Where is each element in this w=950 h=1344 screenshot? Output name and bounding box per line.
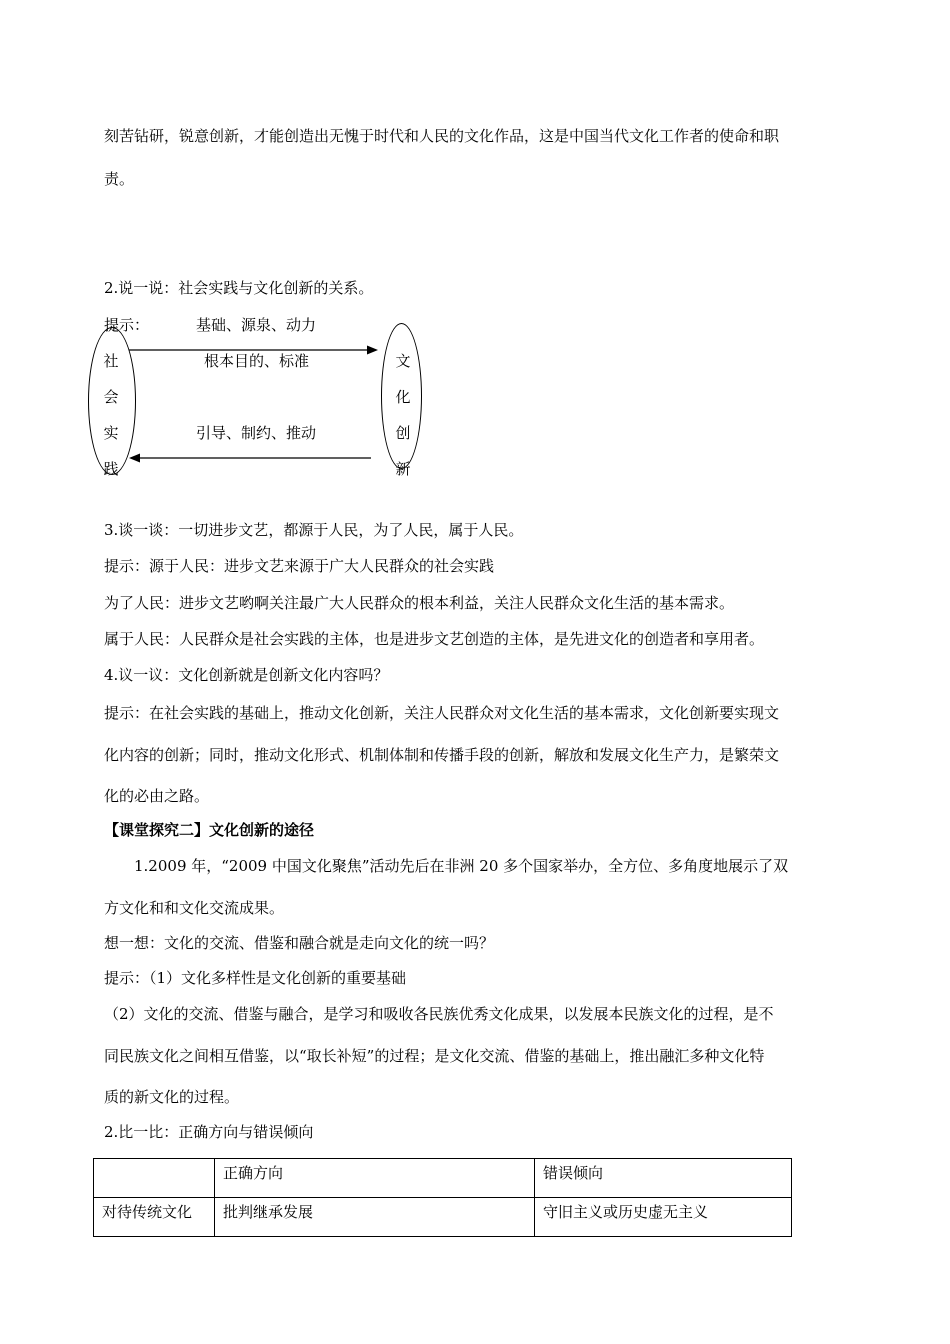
hint-2-line-1: （2）文化的交流、借鉴与融合，是学习和吸收各民族优秀文化成果，以发展本民族文化的过程，是不 <box>104 1005 774 1023</box>
table-header-cell: 错误倾向 <box>535 1159 792 1198</box>
right-char: 文 <box>395 352 411 370</box>
left-char: 社 <box>103 352 119 370</box>
hint-2-line-2: 同民族文化之间相互借鉴，以“取长补短”的过程；是文化交流、借鉴的基础上，推出融汇多种文化特 <box>104 1047 765 1065</box>
table-header-row <box>94 1159 792 1198</box>
table-cell: 批判继承发展 <box>215 1198 535 1237</box>
q3-line-3: 属于人民：人民群众是社会实践的主体，也是进步文艺创造的主体，是先进文化的创造者和享用者。 <box>104 630 765 648</box>
table-cell: 对待传统文化 <box>94 1198 215 1237</box>
hint-2-line-3: 质的新文化的过程。 <box>104 1088 240 1106</box>
left-char: 会 <box>103 388 119 406</box>
q4-line-2: 化内容的创新；同时，推动文化形式、机制体制和传播手段的创新，解放和发展文化生产力，是繁荣文 <box>104 746 780 764</box>
intro-line-2: 责。 <box>104 170 135 188</box>
intro-line-1: 刻苦钻研，锐意创新，才能创造出无愧于时代和人民的文化作品，这是中国当代文化工作者的使命和职 <box>104 127 780 145</box>
q3-title: 3.谈一谈：一切进步文艺，都源于人民，为了人民，属于人民。 <box>104 521 524 539</box>
right-char: 化 <box>395 388 411 406</box>
top-arrow-label-1: 基础、源泉、动力 <box>196 316 317 334</box>
hint-1: 提示：（1）文化多样性是文化创新的重要基础 <box>104 969 407 987</box>
q4-line-3: 化的必由之路。 <box>104 787 210 805</box>
q4-line-1: 提示：在社会实践的基础上，推动文化创新，关注人民群众对文化生活的基本需求，文化创新要实现文 <box>104 704 780 722</box>
compare-title: 2.比一比：正确方向与错误倾向 <box>104 1123 314 1141</box>
think-question: 想一想：文化的交流、借鉴和融合就是走向文化的统一吗？ <box>104 934 495 952</box>
q3-line-1: 提示：源于人民：进步文艺来源于广大人民群众的社会实践 <box>104 557 495 575</box>
table-header-cell <box>94 1159 215 1198</box>
table-cell: 守旧主义或历史虚无主义 <box>535 1198 792 1237</box>
right-char: 创 <box>395 424 411 442</box>
q3-line-2: 为了人民：进步文艺哟啊关注最广大人民群众的根本利益，关注人民群众文化生活的基本需求。 <box>104 594 735 612</box>
bottom-arrow-label: 引导、制约、推动 <box>196 424 317 442</box>
left-char: 实 <box>103 424 119 442</box>
section-heading: 【课堂探究二】文化创新的途径 <box>104 821 315 839</box>
right-char: 新 <box>395 460 411 478</box>
section2-p1-line-1: 1.2009 年，“2009 中国文化聚焦”活动先后在非洲 20 多个国家举办，全方位、多角度地展示了双 <box>134 857 789 875</box>
table-row <box>94 1198 792 1237</box>
right-arrow-head <box>367 346 378 355</box>
comparison-table <box>93 1158 792 1237</box>
q2-hint-label: 提示： <box>104 316 150 334</box>
left-char: 践 <box>103 460 119 478</box>
q2-title: 2.说一说：社会实践与文化创新的关系。 <box>104 279 374 297</box>
section2-p1-line-2: 方文化和和文化交流成果。 <box>104 899 285 917</box>
table-header-cell: 正确方向 <box>215 1159 535 1198</box>
left-arrow-head <box>129 454 140 463</box>
top-arrow-label-2: 根本目的、标准 <box>204 352 310 370</box>
q4-title: 4.议一议：文化创新就是创新文化内容吗？ <box>104 666 389 684</box>
